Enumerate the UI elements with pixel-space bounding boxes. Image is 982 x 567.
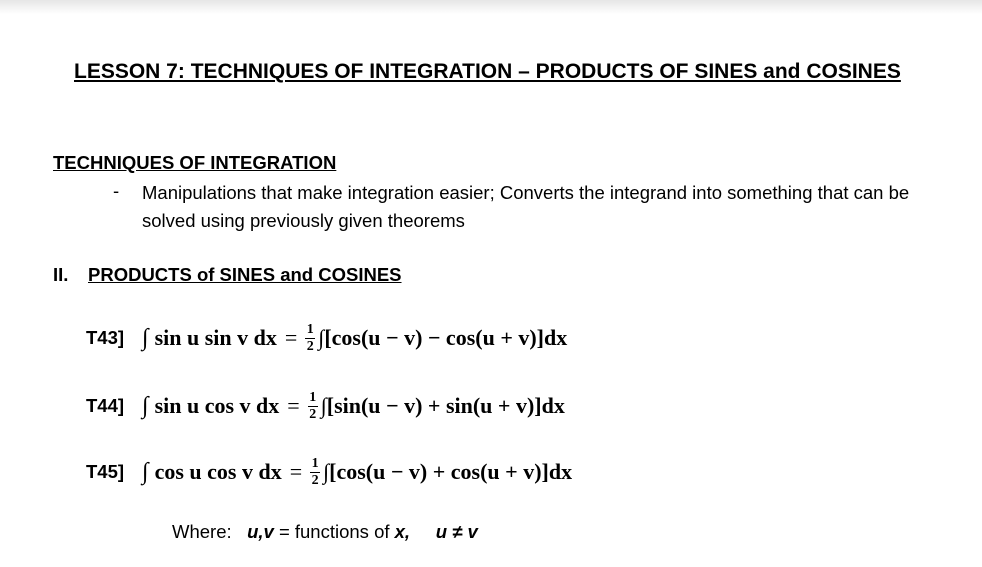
bullet-text: Manipulations that make integration easier; Converts the integrand into something that can be solved using previously given theorems	[142, 182, 910, 231]
fraction-denominator: 2	[306, 338, 314, 354]
formula-lhs: cos u cos v dx	[154, 459, 282, 484]
formula-label: T44]	[86, 395, 125, 416]
integral-sign: ∫	[142, 324, 149, 351]
formula-lhs: sin u cos v dx	[154, 393, 280, 418]
where-x: x,	[394, 521, 411, 542]
section-heading: TECHNIQUES OF INTEGRATION	[53, 152, 337, 173]
where-prefix: Where:	[172, 521, 232, 542]
formula-rhs: ∫[cos(u − v) + cos(u + v)]dx	[323, 459, 573, 484]
fraction-numerator: 1	[306, 321, 314, 337]
subsection-title: PRODUCTS of SINES and COSINES	[88, 264, 402, 285]
page-title: LESSON 7: TECHNIQUES OF INTEGRATION – PRODUCTS OF SINES and COSINES	[74, 60, 901, 83]
integral-sign: ∫	[142, 392, 149, 419]
formula-label: T43]	[86, 327, 125, 348]
where-vars: u,v	[247, 521, 274, 542]
integral-sign: ∫	[142, 458, 149, 485]
fraction-numerator: 1	[309, 389, 317, 405]
subsection-heading	[53, 264, 402, 286]
formula-math	[142, 388, 565, 424]
formula-rhs: ∫[cos(u − v) − cos(u + v)]dx	[318, 325, 568, 350]
where-note	[172, 521, 478, 543]
fraction-denominator: 2	[311, 472, 319, 488]
where-condition: u ≠ v	[435, 521, 478, 542]
equals-sign: =	[287, 393, 300, 418]
formula-math	[142, 320, 567, 356]
formula-label: T45]	[86, 461, 125, 482]
formula-math	[142, 454, 572, 490]
fraction-one-half	[310, 457, 320, 488]
formula-rhs: ∫[sin(u − v) + sin(u + v)]dx	[320, 393, 565, 418]
equals-sign: =	[289, 459, 303, 484]
formula-lhs: sin u sin v dx	[154, 325, 277, 350]
where-middle: = functions of	[278, 521, 390, 542]
fraction-one-half	[305, 323, 315, 354]
top-shadow	[0, 0, 982, 14]
fraction-denominator: 2	[309, 406, 317, 422]
bullet-marker: -	[113, 180, 120, 201]
fraction-one-half	[308, 391, 318, 422]
equals-sign: =	[284, 325, 298, 350]
fraction-numerator: 1	[311, 455, 319, 471]
subsection-number: II.	[53, 264, 69, 285]
